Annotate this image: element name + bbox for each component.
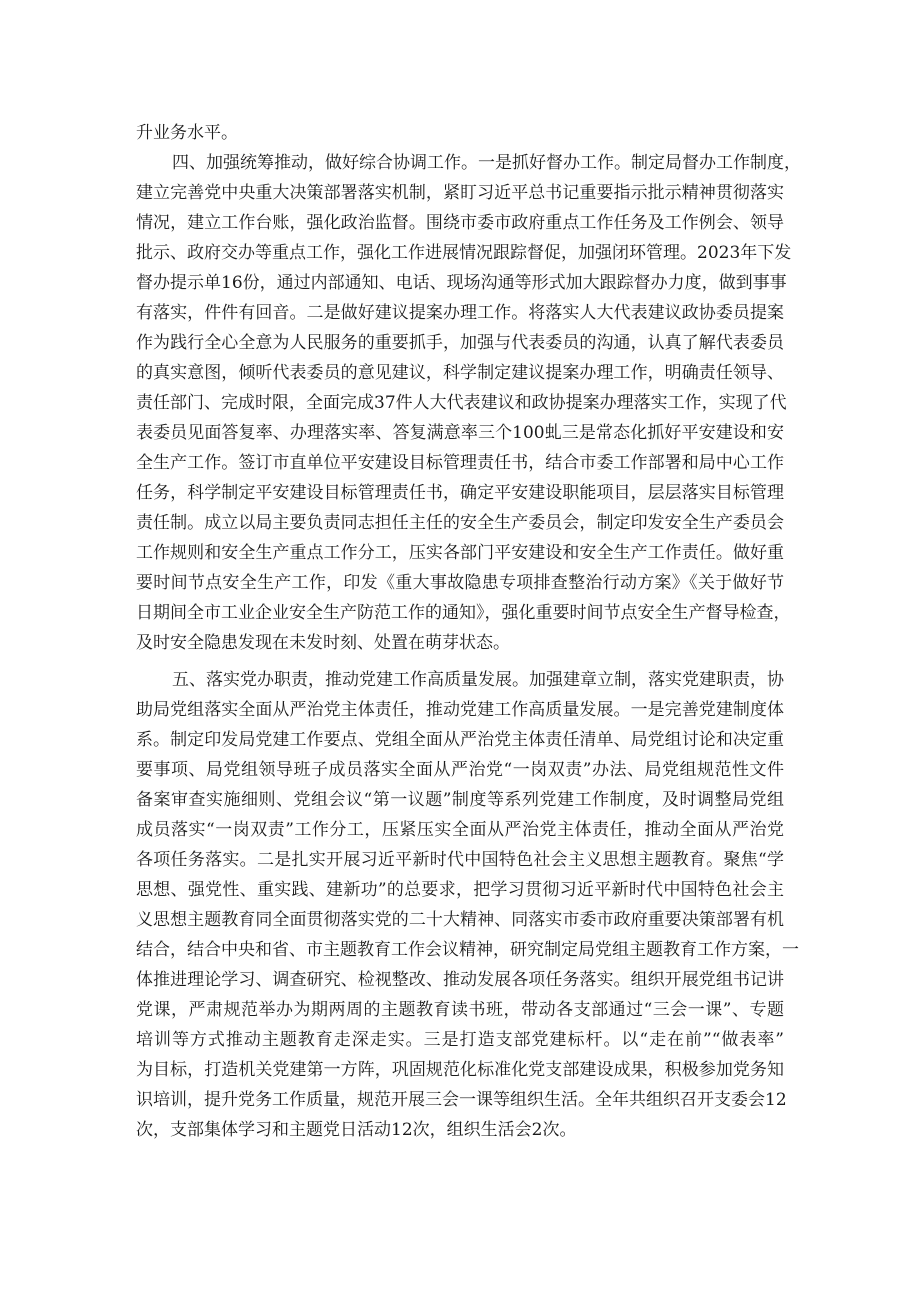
text-line: 四、加强统筹推动，做好综合协调工作。一是抓好督办工作。制定局督办工作制度， (172, 153, 801, 173)
text-line: 成员落实“一岗双责”工作分工，压紧压实全面从严治党主体责任，推动全面从严治党 (136, 820, 784, 840)
document-page (136, 118, 801, 1145)
text-line: 全生产工作。签订市直单位平安建设目标管理责任书，结合市委工作部署和局中心工作 (136, 453, 784, 473)
text-line: 批示、政府交办等重点工作，强化工作进展情况跟踪督促，加强闭环管理。2023年下发 (136, 243, 792, 263)
paragraph-section-four (136, 148, 801, 658)
text-line: 表委员见面答复率、办理落实率、答复满意率三个100虬三是常态化抓好平安建设和安 (136, 423, 784, 443)
text-line: 督办提示单16份，通过内部通知、电话、现场沟通等形式加大跟踪督办力度，做到事事 (136, 273, 787, 293)
text-line: 作为践行全心全意为人民服务的重要抓手，加强与代表委员的沟通，认真了解代表委员 (136, 333, 784, 353)
text-line: 义思想主题教育同全面贯彻落实党的二十大精神、同落实市委市政府重要决策部署有机 (136, 910, 784, 930)
text-line: 思想、强党性、重实践、建新功”的总要求，把学习贯彻习近平新时代中国特色社会主 (136, 880, 784, 900)
text-line: 建立完善党中央重大决策部署落实机制，紧盯习近平总书记重要指示批示精神贯彻落实 (136, 183, 784, 203)
text-line: 体推进理论学习、调查研究、检视整改、推动发展各项任务落实。组织开展党组书记讲 (136, 970, 784, 990)
text-line: 及时安全隐患发现在未发时刻、处置在萌芽状态。 (136, 633, 510, 653)
text-line: 各项任务落实。二是扎实开展习近平新时代中国特色社会主义思想主题教育。聚焦“学 (136, 850, 784, 870)
text-line: 党课，严肃规范举办为期两周的主题教育读书班，带动各支部通过“三会一课”、专题 (136, 1000, 784, 1020)
text-line: 任务，科学制定平安建设目标管理责任书，确定平安建设职能项目，层层落实目标管理 (136, 483, 784, 503)
text-line: 识培训，提升党务工作质量，规范开展三会一课等组织生活。全年共组织召开支委会12 (136, 1090, 787, 1110)
text-line: 责任部门、完成时限，全面完成37件人大代表建议和政协提案办理落实工作，实现了代 (136, 393, 787, 413)
paragraph-section-five (136, 665, 799, 1145)
text-line: 工作规则和安全生产重点工作分工，压实各部门平安建设和安全生产工作责任。做好重 (136, 543, 784, 563)
text-line: 培训等方式推动主题教育走深走实。三是打造支部党建标杆。以“走在前”“做表率” (136, 1030, 784, 1050)
text-line: 系。制定印发局党建工作要点、党组全面从严治党主体责任清单、局党组讨论和决定重 (136, 730, 784, 750)
text-line: 结合，结合中央和省、市主题教育工作会议精神，研究制定局党组主题教育工作方案，一 (136, 940, 799, 960)
text-line: 责任制。成立以局主要负责同志担任主任的安全生产委员会，制定印发安全生产委员会 (136, 513, 784, 533)
text-line: 为目标，打造机关党建第一方阵，巩固规范化标准化党支部建设成果，积极参加党务知 (136, 1060, 784, 1080)
text-line: 有落实，件件有回音。二是做好建议提案办理工作。将落实人大代表建议政协委员提案 (136, 303, 784, 323)
text-line: 要时间节点安全生产工作，印发《重大事故隐患专项排查整治行动方案》《关于做好节 (136, 573, 784, 593)
text-line: 情况，建立工作台账，强化政治监督。围绕市委市政府重点工作任务及工作例会、领导 (136, 213, 784, 233)
text-line: 升业务水平。 (136, 123, 238, 143)
text-line: 次，支部集体学习和主题党日活动12次，组织生活会2次。 (136, 1120, 577, 1140)
text-line: 助局党组落实全面从严治党主体责任，推动党建工作高质量发展。一是完善党建制度体 (136, 700, 784, 720)
text-line: 的真实意图，倾听代表委员的意见建议，科学制定建议提案办理工作，明确责任领导、 (136, 363, 784, 383)
text-line: 备案审查实施细则、党组会议“第一议题”制度等系列党建工作制度，及时调整局党组 (136, 790, 784, 810)
text-line: 五、落实党办职责，推动党建工作高质量发展。加强建章立制，落实党建职责，协 (172, 670, 784, 690)
paragraph-continuation (136, 118, 784, 148)
text-line: 要事项、局党组领导班子成员落实全面从严治党“一岗双责”办法、局党组规范性文件 (136, 760, 784, 780)
text-line: 日期间全市工业企业安全生产防范工作的通知》，强化重要时间节点安全生产督导检查， (136, 603, 791, 623)
